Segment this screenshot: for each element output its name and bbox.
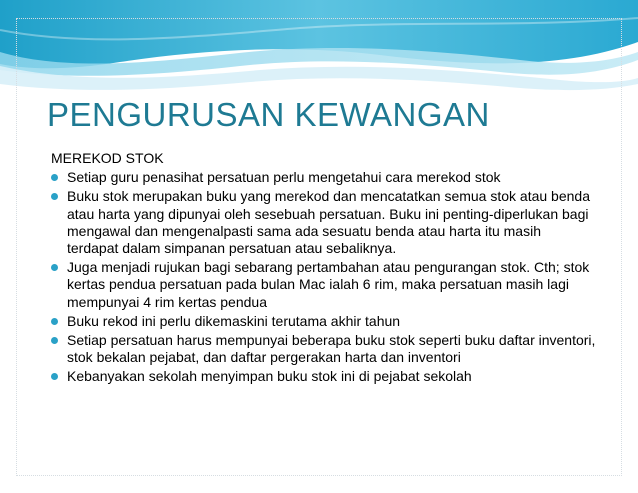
slide-content (51, 150, 596, 388)
bullet-item (51, 313, 596, 330)
slide-title: PENGURUSAN KEWANGAN (47, 96, 490, 133)
bullet-text: Buku stok merupakan buku yang merekod dan mencatatkan semua stok atau benda atau harta yang dipunyai oleh sesebuah persatuan. Buku ini penting-diperlukan bagi mengawal dan mengenalpasti sama ada sesuatu benda atau harta itu masih terdapat dalam simpanan persatuan atau sebaliknya. (67, 188, 590, 257)
bullet-text: Kebanyakan sekolah menyimpan buku stok ini di pejabat sekolah (67, 368, 472, 385)
bullet-list (51, 169, 596, 385)
bullet-item (51, 259, 596, 311)
bullet-text: Buku rekod ini perlu dikemaskini terutama akhir tahun (67, 312, 401, 329)
bullet-item (51, 368, 596, 385)
bullet-dot-icon (51, 174, 58, 181)
bullet-text: Juga menjadi rujukan bagi sebarang pertambahan atau pengurangan stok. Cth; stok kertas pendua persatuan pada bulan Mac ialah 6 rim, maka persatuan masih lagi mempunyai 4 rim kertas pendua (67, 259, 590, 310)
bullet-dot-icon (51, 373, 58, 380)
bullet-dot-icon (51, 193, 58, 200)
bullet-dot-icon (51, 318, 58, 325)
bullet-item (51, 188, 596, 257)
bullet-text: Setiap persatuan harus mempunyai beberapa buku stok seperti buku daftar inventori, stok bekalan pejabat, dan daftar pergerakan harta dan inventori (67, 332, 596, 366)
bullet-text: Setiap guru penasihat persatuan perlu mengetahui cara merekod stok (67, 169, 501, 186)
bullet-dot-icon (51, 264, 58, 271)
bullet-dot-icon (51, 337, 58, 344)
section-heading: MEREKOD STOK (51, 150, 164, 166)
bullet-item (51, 332, 596, 366)
bullet-item (51, 169, 596, 186)
